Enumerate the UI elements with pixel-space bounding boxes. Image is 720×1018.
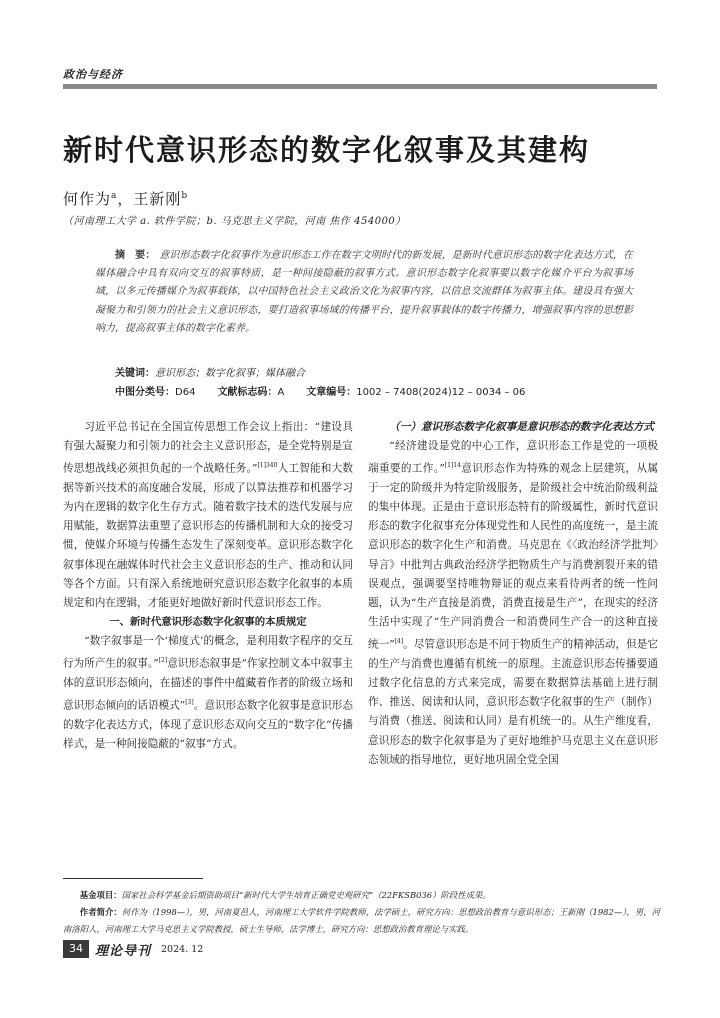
citation: [4] (394, 638, 404, 646)
class-number-label: 中图分类号： (115, 387, 175, 398)
funding-note: 基金项目：国家社会科学基金后期资助项目“新时代大学生培育正确党史观研究”（22FKSB036）阶段性成果。 (79, 890, 491, 900)
body-column-left (63, 418, 353, 754)
doc-code: A (277, 387, 285, 398)
author-name: 何作为 (63, 190, 112, 208)
article-number-label: 文章编号： (306, 387, 357, 398)
citation: [1]14 (444, 462, 461, 470)
author-bio: 作者简介：何作为（1998—），男，河南夏邑人，河南理工大学软件学院教师，法学硕士，研究方向：思想政治教育与意识形态；王新刚（1982—），男，河南洛阳人，河南理工大学马克思主义学院教授，硕士生导师，法学博士，研究方向：思想政治教育理论与实践。 (63, 907, 660, 935)
page-footer (63, 938, 203, 960)
citation: [1]340 (257, 462, 278, 470)
keywords (115, 364, 305, 379)
class-number: D64 (175, 387, 196, 398)
body-paragraph: 习近平总书记在全国宣传思想工作会议上指出：“建设具有强大凝聚力和引领力的社会主义意识形态，是全党特别是宣传思想战线必须担负起的一个战略任务。”$^{[1]340}$人工智能和大数据等新兴技术的高度融合发展，形成了以算法推荐和机器学习为内在逻辑的数字化生存方式。随着数字技术的迭代发展与应用赋能，数据算法重塑了意识形态的传播机制和大众的接受习惯，使媒介环境与传播生态发生了深刻变革。意识形态数字化叙事体现在融媒体时代社会主义意识形态的生产、推动和认同等各个方面。只有深入系统地研究意识形态数字化叙事的本质规定和内在逻辑，才能更好地做好新时代意识形态工作。 (63, 421, 353, 609)
body-column-right (368, 418, 658, 770)
page-number: 34 (63, 940, 89, 958)
abstract (95, 247, 633, 338)
author-line (63, 188, 188, 209)
section-heading: 一、新时代意识形态数字化叙事的本质规定 (109, 616, 307, 629)
footnotes (63, 887, 660, 939)
author-separator: ， (117, 190, 134, 208)
header-rule (63, 84, 657, 89)
journal-name: 理论导刊 (95, 943, 152, 959)
author-affiliation-mark: a (111, 191, 118, 201)
article-number: 1002 – 7408(2024)12 – 0034 – 06 (356, 387, 526, 398)
body-paragraph: “经济建设是党的中心工作，意识形态工作是党的一项极端重要的工作。”$^{[1]14}$意识形态作为特殊的观念上层建筑，从属于一定的阶级并为特定阶级服务，是阶级社会中统治阶级利益的集中体现。正是由于意识形态特有的阶级属性，新时代意识形态的数字化叙事充分体现党性和人民性的高度统一，是主流意识形态的数字化生产和消费。马克思在《〈政治经济学批判〉导言》中批判古典政治经济学把物质生产与消费割裂开来的错误观点，强调要坚持唯物辩证的观点来看待两者的统一性问题，认为“生产直接是消费，消费直接是生产”，在现实的经济生活中实现了“生产同消费合一和消费同生产合一的这种直接统一”[4]。尽管意识形态是不同于物质生产的精神活动，但是它的生产与消费也遵循有机统一的原理。主流意识形态传播要通过数字化信息的方式来完成，需要在数据算法基础上进行制作、推送、阅读和认同，意识形态数字化叙事的生产（制作）与消费（推送、阅读和认同）是有机统一的。从生产维度看，意识形态的数字化叙事是为了更好地维护马克思主义在意识形态领域的指导地位，更好地巩固全党全国 (368, 440, 658, 766)
section-header: 政治与经济 (63, 68, 123, 81)
citation: [3] (185, 699, 194, 707)
author-name: 王新刚 (133, 190, 182, 208)
body-paragraph: “数字叙事是一个‘梯度式’的概念，是利用数字程序的交互行为所产生的叙事。”[2]意识形态叙事是“作家控制文本中叙事主体的意识形态倾向，在描述的事件中蕴藏着作者的阶级立场和意识形态倾向的话语模式”[3]。意识形态数字化叙事是意识形态的数字化表达方式，体现了意识形态双向交互的“数字化”传播样式，是一种间接隐蔽的“叙事”方式。 (63, 635, 353, 751)
footnote-rule (63, 878, 203, 879)
doc-code-label: 文献标志码： (217, 387, 278, 398)
subsection-heading: （一）意识形态数字化叙事是意识形态的数字化表达方式 (389, 421, 655, 433)
abstract-text: 意识形态数字化叙事作为意识形态工作在数字文明时代的新发展，是新时代意识形态的数字化表达方式，在媒体融合中具有双向交互的叙事特质，是一种间接隐蔽的叙事方式。意识形态数字化叙事要以数字化媒介平台为叙事场域，以多元传播媒介为叙事载体，以中国特色社会主义政治文化为叙事内容，以信息交流群体为叙事主体。建设具有强大凝聚力和引领力的社会主义意识形态，要打造叙事场域的传播平台，提升叙事载体的数字传播力，增强叙事内容的思想影响力，提高叙事主体的数字化素养。 (95, 250, 634, 334)
author-affiliation-mark: b (181, 191, 189, 201)
affiliation: （河南理工大学 a. 软件学院；b. 马克思主义学院，河南 焦作 454000） (63, 216, 406, 227)
classification-line (115, 383, 547, 398)
citation: [2] (158, 657, 168, 665)
keywords-text: 意识形态；数字化叙事；媒体融合 (155, 368, 305, 379)
article-title: 新时代意识形态的数字化叙事及其建构 (63, 133, 591, 167)
abstract-label: 摘 要： (115, 250, 156, 261)
issue-number: 2024. 12 (161, 943, 204, 955)
keywords-label: 关键词： (115, 368, 155, 379)
